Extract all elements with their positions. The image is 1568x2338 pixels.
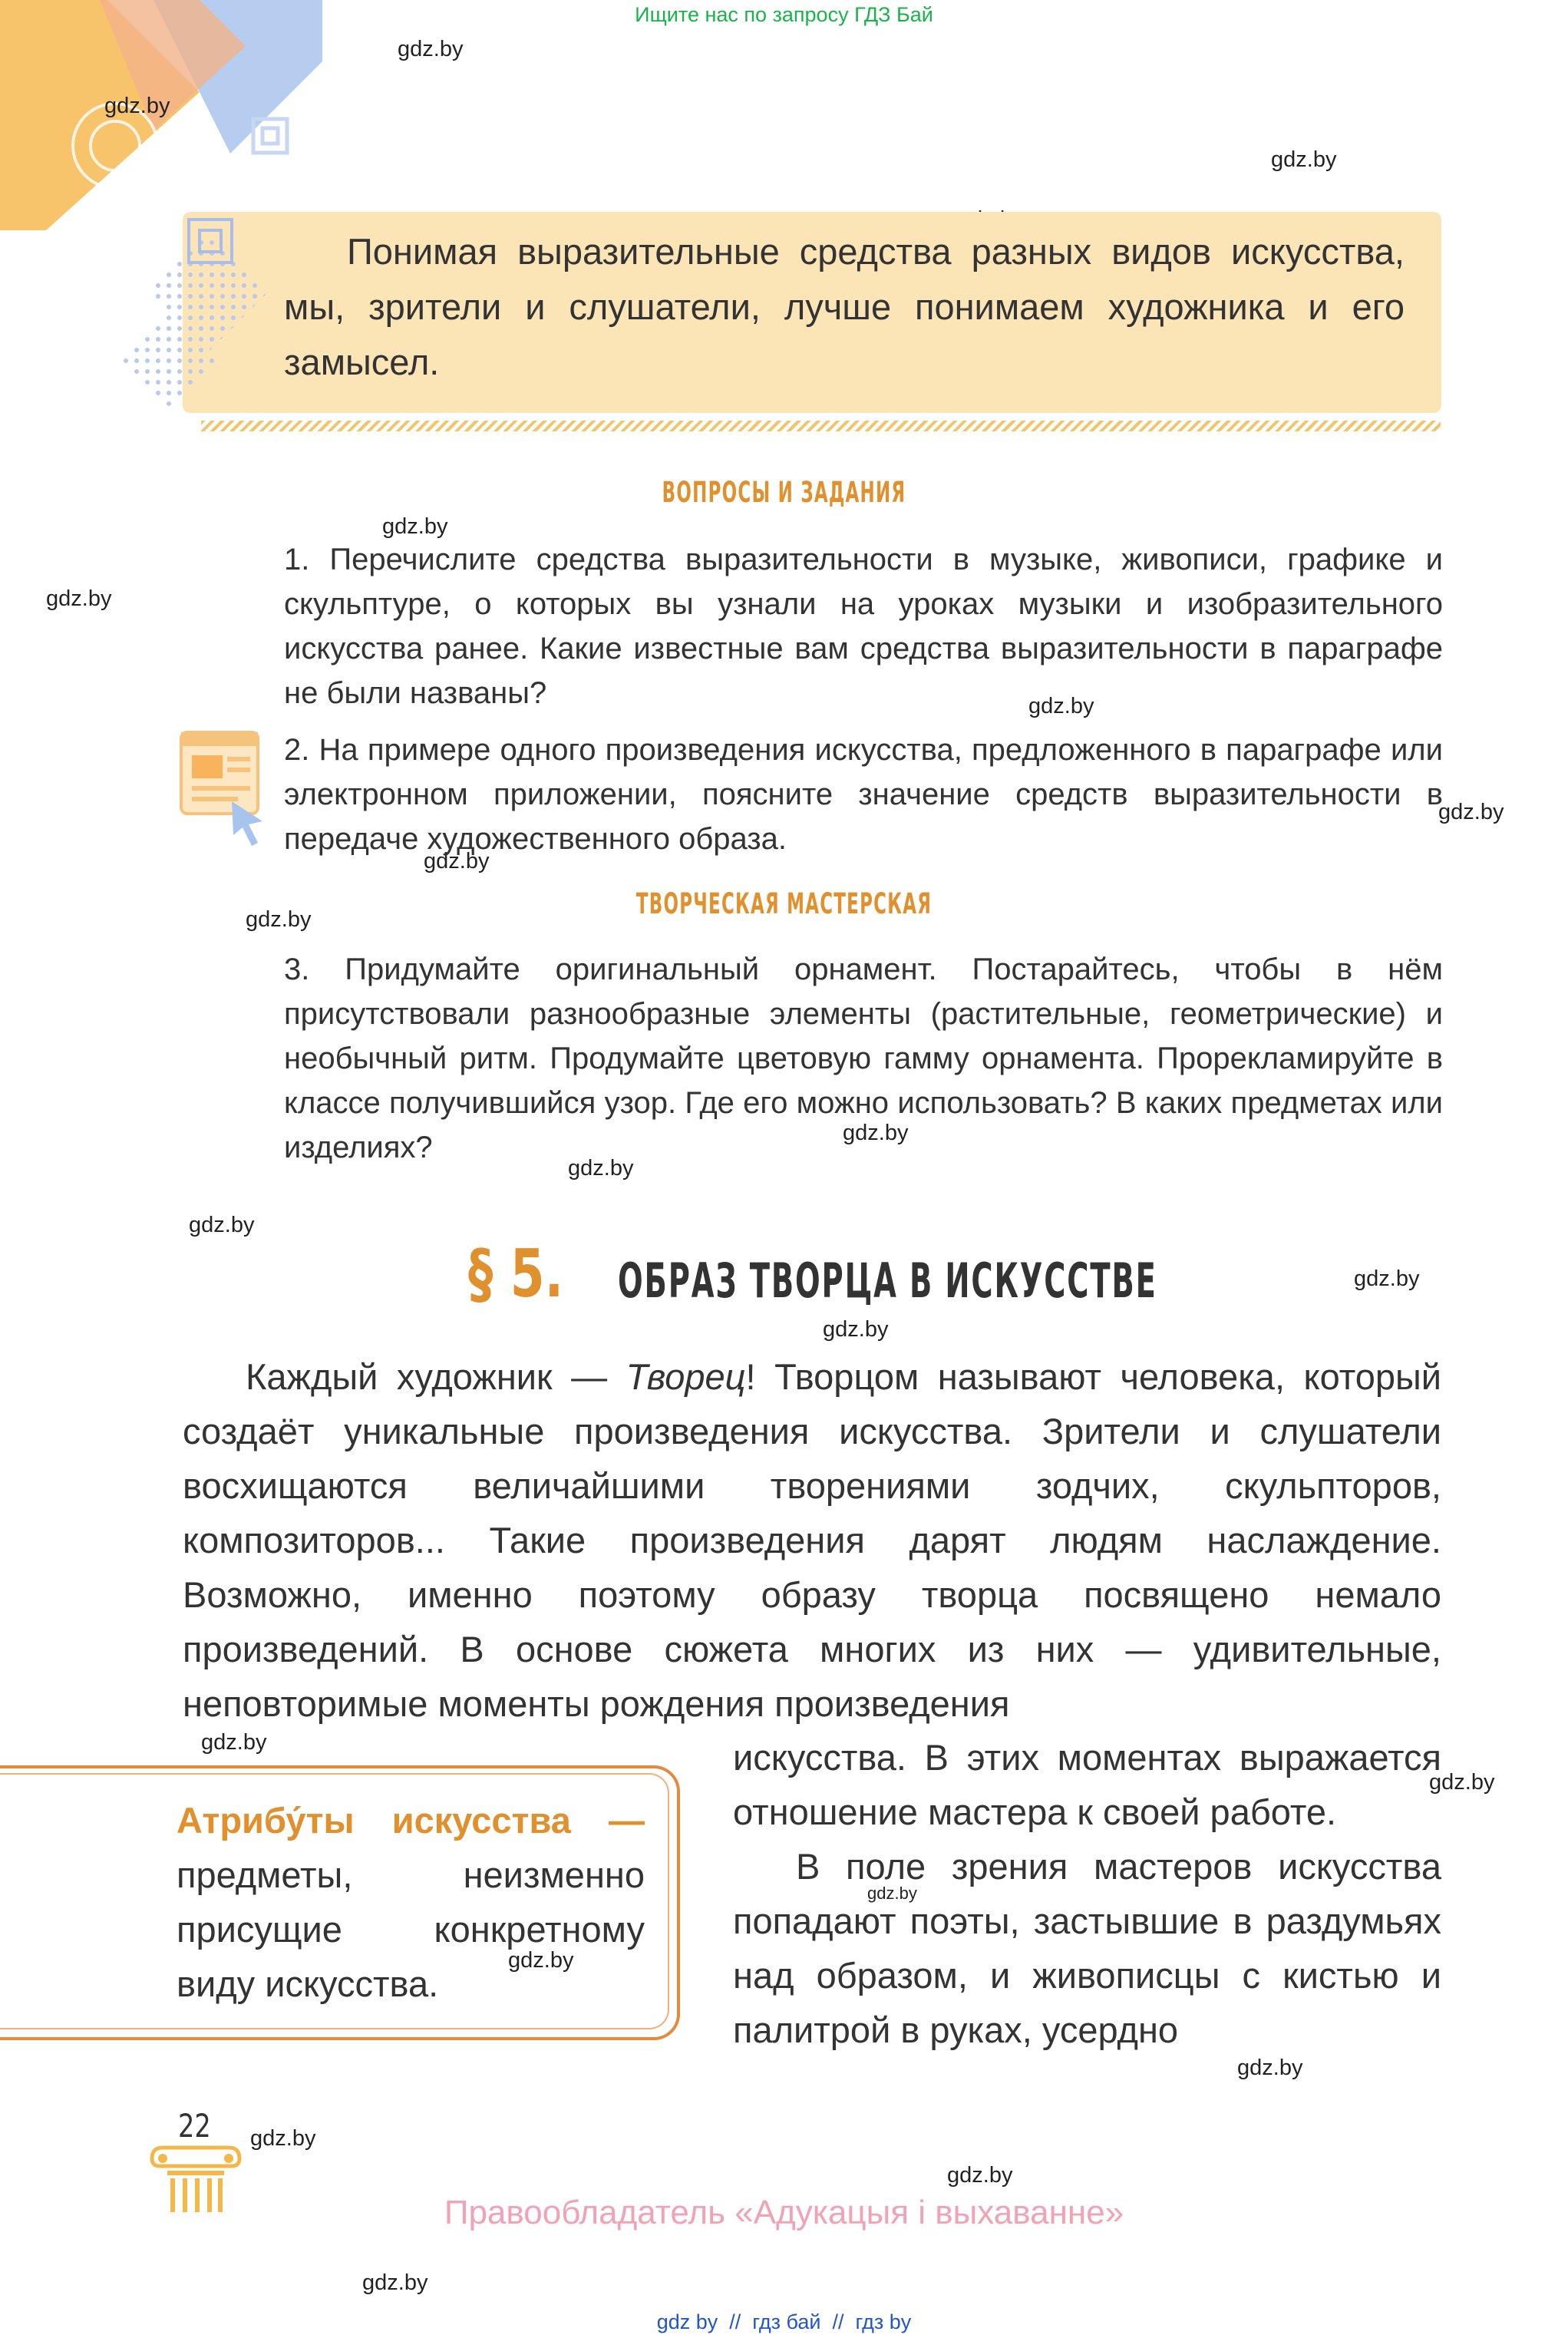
paragraph-heading xyxy=(468,1236,1236,1313)
question-3: 3. Придумайте оригинальный орнамент. Постарайтесь, чтобы в нём присутствовали разнообразные элементы (растительные, геометрические) и необычный ритм. Продумайте цветовую гамму орнамента. Прорекламируйте в классе получившийся узор. Где его можно использовать? В каких предметах или изделиях? xyxy=(284,953,1443,1164)
watermark: gdz.by xyxy=(1354,1266,1420,1291)
watermark: gdz.by xyxy=(1237,2056,1303,2080)
dots-pattern-icon xyxy=(123,207,284,438)
italic-term: Творец xyxy=(626,1356,746,1397)
watermark: gdz.by xyxy=(867,1884,917,1903)
hatch-divider xyxy=(201,421,1441,431)
watermark: gdz.by xyxy=(46,586,112,611)
top-search-note: Ищите нас по запросу ГДЗ Бай xyxy=(635,3,933,26)
paragraph-title: ОБРАЗ ТВОРЦА В ИСКУССТВЕ xyxy=(618,1253,1157,1309)
watermark: gdz.by xyxy=(1028,694,1094,718)
body-paragraph-1-cont: искусства. В этих моментах выражается отношение мастера к своей работе. xyxy=(733,1737,1441,1832)
watermark: gdz.by xyxy=(1438,800,1504,824)
watermark: gdz.by xyxy=(568,1156,634,1181)
footer-links[interactable]: gdz by // гдз бай // гдз by xyxy=(656,2310,912,2333)
watermark: gdz.by xyxy=(201,1730,267,1755)
question-1: 1. Перечислите средства выразительности в музыке, живописи, графике и скульптуре, о которых вы узнали на уроках музыки и изобразительного искусства ранее. Какие известные вам средства выразительности в параграфе не были названы? xyxy=(284,543,1443,710)
watermark: gdz.by xyxy=(843,1121,909,1145)
watermark: gdz.by xyxy=(104,94,170,118)
watermark: gdz.by xyxy=(947,2163,1013,2188)
definition-text: Атрибу́ты искусства — предметы, неизменно присущие конкретному виду искусства. xyxy=(177,1800,645,2004)
workshop-heading: ТВОРЧЕСКАЯ МАСТЕРСКАЯ xyxy=(635,887,933,920)
summary-text: Понимая выразительные средства разных видов искусства, мы, зрители и слушатели, лучше понимаем художника и его замысел. xyxy=(284,231,1405,382)
watermark: gdz.by xyxy=(1271,147,1337,172)
watermark: gdz.by xyxy=(382,514,448,539)
watermark: gdz.by xyxy=(250,2126,316,2151)
definition-term: Атрибу́ты искусства xyxy=(177,1800,571,1841)
body-paragraph-2: В поле зрения мастеров искусства попадают поэты, застывшие в раздумьях над образом, и живописцы с кистью и палитрой в руках, усердно xyxy=(733,1846,1441,2050)
page-number: 22 xyxy=(178,2107,211,2145)
watermark: gdz.by xyxy=(508,1948,574,1973)
watermark: gdz.by xyxy=(189,1213,255,1237)
body-paragraph-1: Каждый художник — Творец! Творцом называют человека, который создаёт уникальные произведения искусства. Зрители и слушатели восхищаются величайшими творениями зодчих, скульпторов, композиторов... Такие произведения дарят людям наслаждение. Возможно, именно поэтому образу творца посвящено немало произведений. В основе сюжета многих из них — удивительные, неповторимые моменты рождения произведения xyxy=(183,1356,1442,1724)
watermark: gdz.by xyxy=(1429,1770,1495,1795)
watermark: gdz.by xyxy=(362,2270,428,2295)
watermark: gdz.by xyxy=(823,1317,889,1342)
watermark: gdz.by xyxy=(424,849,490,873)
paragraph-number: § 5. xyxy=(468,1236,564,1313)
questions-heading: ВОПРОСЫ И ЗАДАНИЯ xyxy=(662,476,906,509)
watermark: gdz.by xyxy=(398,37,464,61)
question-2: 2. На примере одного произведения искусства, предложенного в параграфе или электронном приложении, поясните значение средств выразительности в передаче художественного образа. xyxy=(284,733,1443,856)
electronic-app-icon xyxy=(178,728,270,858)
copyright-notice: Правообладатель «Адукацыя і выхаванне» xyxy=(444,2194,1124,2231)
watermark: gdz.by xyxy=(246,907,312,932)
